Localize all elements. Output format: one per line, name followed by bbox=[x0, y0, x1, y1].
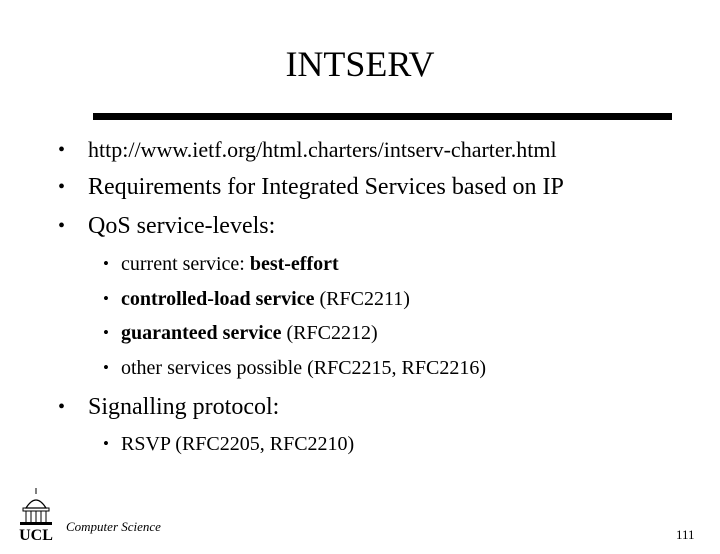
sub-bullet-current bbox=[103, 252, 339, 276]
sub-bullet-guaranteed bbox=[103, 321, 378, 345]
bullet-signalling bbox=[58, 393, 279, 421]
best-effort-label: best-effort bbox=[249, 253, 339, 275]
bullet-icon: • bbox=[103, 254, 109, 273]
bullet-icon: • bbox=[58, 176, 66, 198]
bullet-icon: • bbox=[103, 289, 109, 308]
bullet-icon: • bbox=[58, 139, 66, 161]
current-service-text bbox=[103, 253, 339, 275]
requirements-text: Requirements for Integrated Services based on IP bbox=[88, 174, 564, 200]
page-number: 111 bbox=[676, 527, 695, 542]
qos-text: QoS service-levels: bbox=[88, 213, 276, 239]
sub-bullet-rsvp bbox=[103, 432, 354, 456]
controlled-load-label: controlled-load service bbox=[121, 288, 315, 310]
controlled-load-text bbox=[103, 288, 410, 310]
bullet-icon: • bbox=[103, 358, 109, 377]
department-footer: Computer Science bbox=[66, 519, 161, 534]
current-service-prefix: current service: bbox=[121, 253, 250, 275]
sub-bullet-controlled bbox=[103, 287, 410, 311]
bullet-icon: • bbox=[103, 323, 109, 342]
bullet-icon: • bbox=[58, 396, 66, 418]
controlled-load-rfc: (RFC2211) bbox=[314, 288, 410, 310]
title-rule bbox=[93, 113, 672, 120]
slide-title: INTSERV bbox=[285, 44, 435, 84]
signalling-text: Signalling protocol: bbox=[88, 394, 280, 420]
bullet-url bbox=[58, 137, 557, 163]
other-services-text: other services possible (RFC2215, RFC2216) bbox=[121, 357, 486, 379]
charter-url: http://www.ietf.org/html.charters/intserv-charter.html bbox=[88, 137, 557, 162]
ucl-logo bbox=[12, 486, 60, 544]
ucl-logo-text: UCL bbox=[19, 527, 53, 544]
bullet-icon: • bbox=[58, 215, 66, 237]
bullet-icon: • bbox=[103, 434, 109, 453]
bullet-qos bbox=[58, 212, 275, 240]
guaranteed-text bbox=[103, 322, 378, 344]
sub-bullet-other bbox=[103, 356, 486, 380]
rsvp-text: RSVP (RFC2205, RFC2210) bbox=[121, 433, 355, 455]
guaranteed-rfc: (RFC2212) bbox=[281, 322, 378, 344]
bullet-requirements bbox=[58, 173, 564, 201]
guaranteed-label: guaranteed service bbox=[121, 322, 282, 344]
